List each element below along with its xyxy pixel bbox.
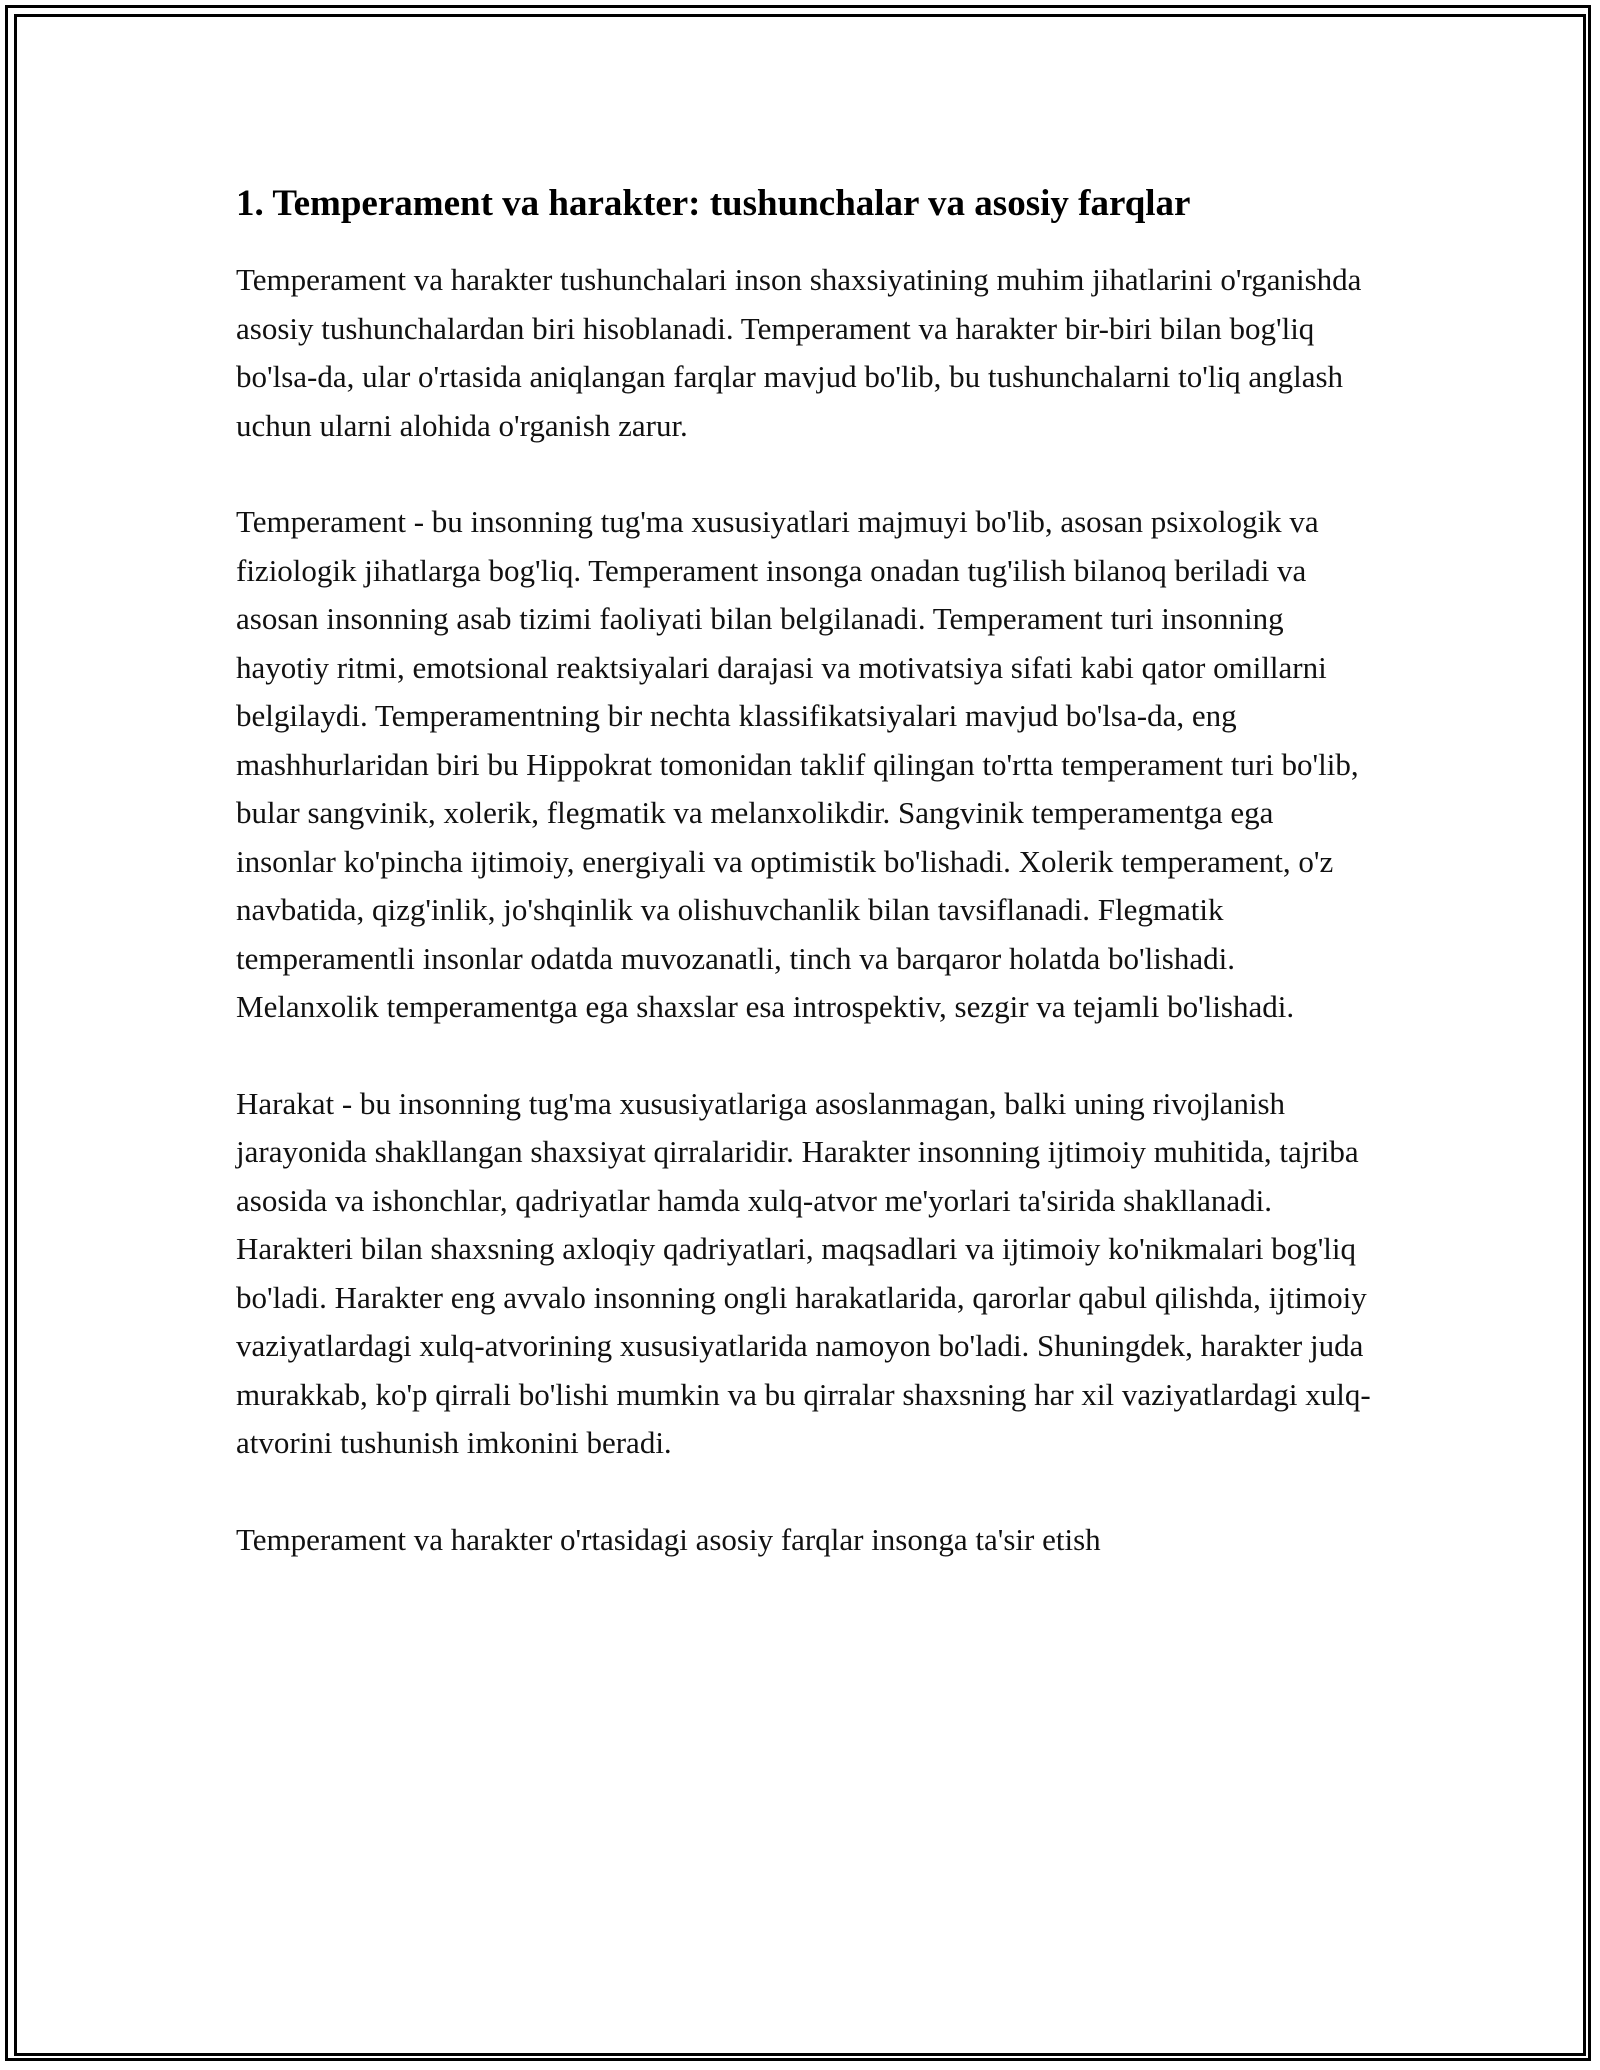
document-body (236, 180, 1376, 1612)
paragraph-intro: Temperament va harakter tushunchalari inson shaxsiyatining muhim jihatlarini o'rganishda asosiy tushunchalardan biri hisoblanadi. Temperament va harakter bir-biri bilan bog'liq bo'lsa-da, ular o'rtasida aniqlangan farqlar mavjud bo'lib, bu tushunchalarni to'liq anglash uchun ularni alohida o'rganish zarur. (236, 262, 1362, 443)
section-heading: 1. Temperament va harakter: tushunchalar va asosiy farqlar (236, 183, 1191, 224)
paragraph-temperament: Temperament - bu insonning tug'ma xususiyatlari majmuyi bo'lib, asosan psixologik va fiziologik jihatlarga bog'liq. Temperament insonga onadan tug'ilish bilanoq beriladi va asosan insonning asab tizimi faoliyati bilan belgilanadi. Temperament turi insonning hayotiy ritmi, emotsional reaktsiyalari darajasi va motivatsiya sifati kabi qator omillarni belgilaydi. Temperamentning bir nechta klassifikatsiyalari mavjud bo'lsa-da, eng mashhurlaridan biri bu Hippokrat tomonidan taklif qilingan to'rtta temperament turi bo'lib, bular sangvinik, xolerik, flegmatik va melanxolikdir. Sangvinik temperamentga ega insonlar ko'pincha ijtimoiy, energiyali va optimistik bo'lishadi. Xolerik temperament, o'z navbatida, qizg'inlik, jo'shqinlik va olishuvchanlik bilan tavsiflanadi. Flegmatik temperamentli insonlar odatda muvozanatli, tinch va barqaror holatda bo'lishadi. Melanxolik temperamentga ega shaxslar esa introspektiv, sezgir va tejamli bo'lishadi. (236, 504, 1359, 1025)
paragraph-harakter: Harakat - bu insonning tug'ma xususiyatlariga asoslanmagan, balki uning rivojlanish jarayonida shakllangan shaxsiyat qirralaridir. Harakter insonning ijtimoiy muhitida, tajriba asosida va ishonchlar, qadriyatlar hamda xulq-atvor me'yorlari ta'sirida shakllanadi. Harakteri bilan shaxsning axloqiy qadriyatlari, maqsadlari va ijtimoiy ko'nikmalari bog'liq bo'ladi. Harakter eng avvalo insonning ongli harakatlarida, qarorlar qabul qilishda, ijtimoiy vaziyatlardagi xulq-atvorining xususiyatlarida namoyon bo'ladi. Shuningdek, harakter juda murakkab, ko'p qirrali bo'lishi mumkin va bu qirralar shaxsning har xil vaziyatlardagi xulq-atvorini tushunish imkonini beradi. (236, 1085, 1371, 1461)
paragraph-differences: Temperament va harakter o'rtasidagi asosiy farqlar insonga ta'sir etish (236, 1521, 1101, 1557)
